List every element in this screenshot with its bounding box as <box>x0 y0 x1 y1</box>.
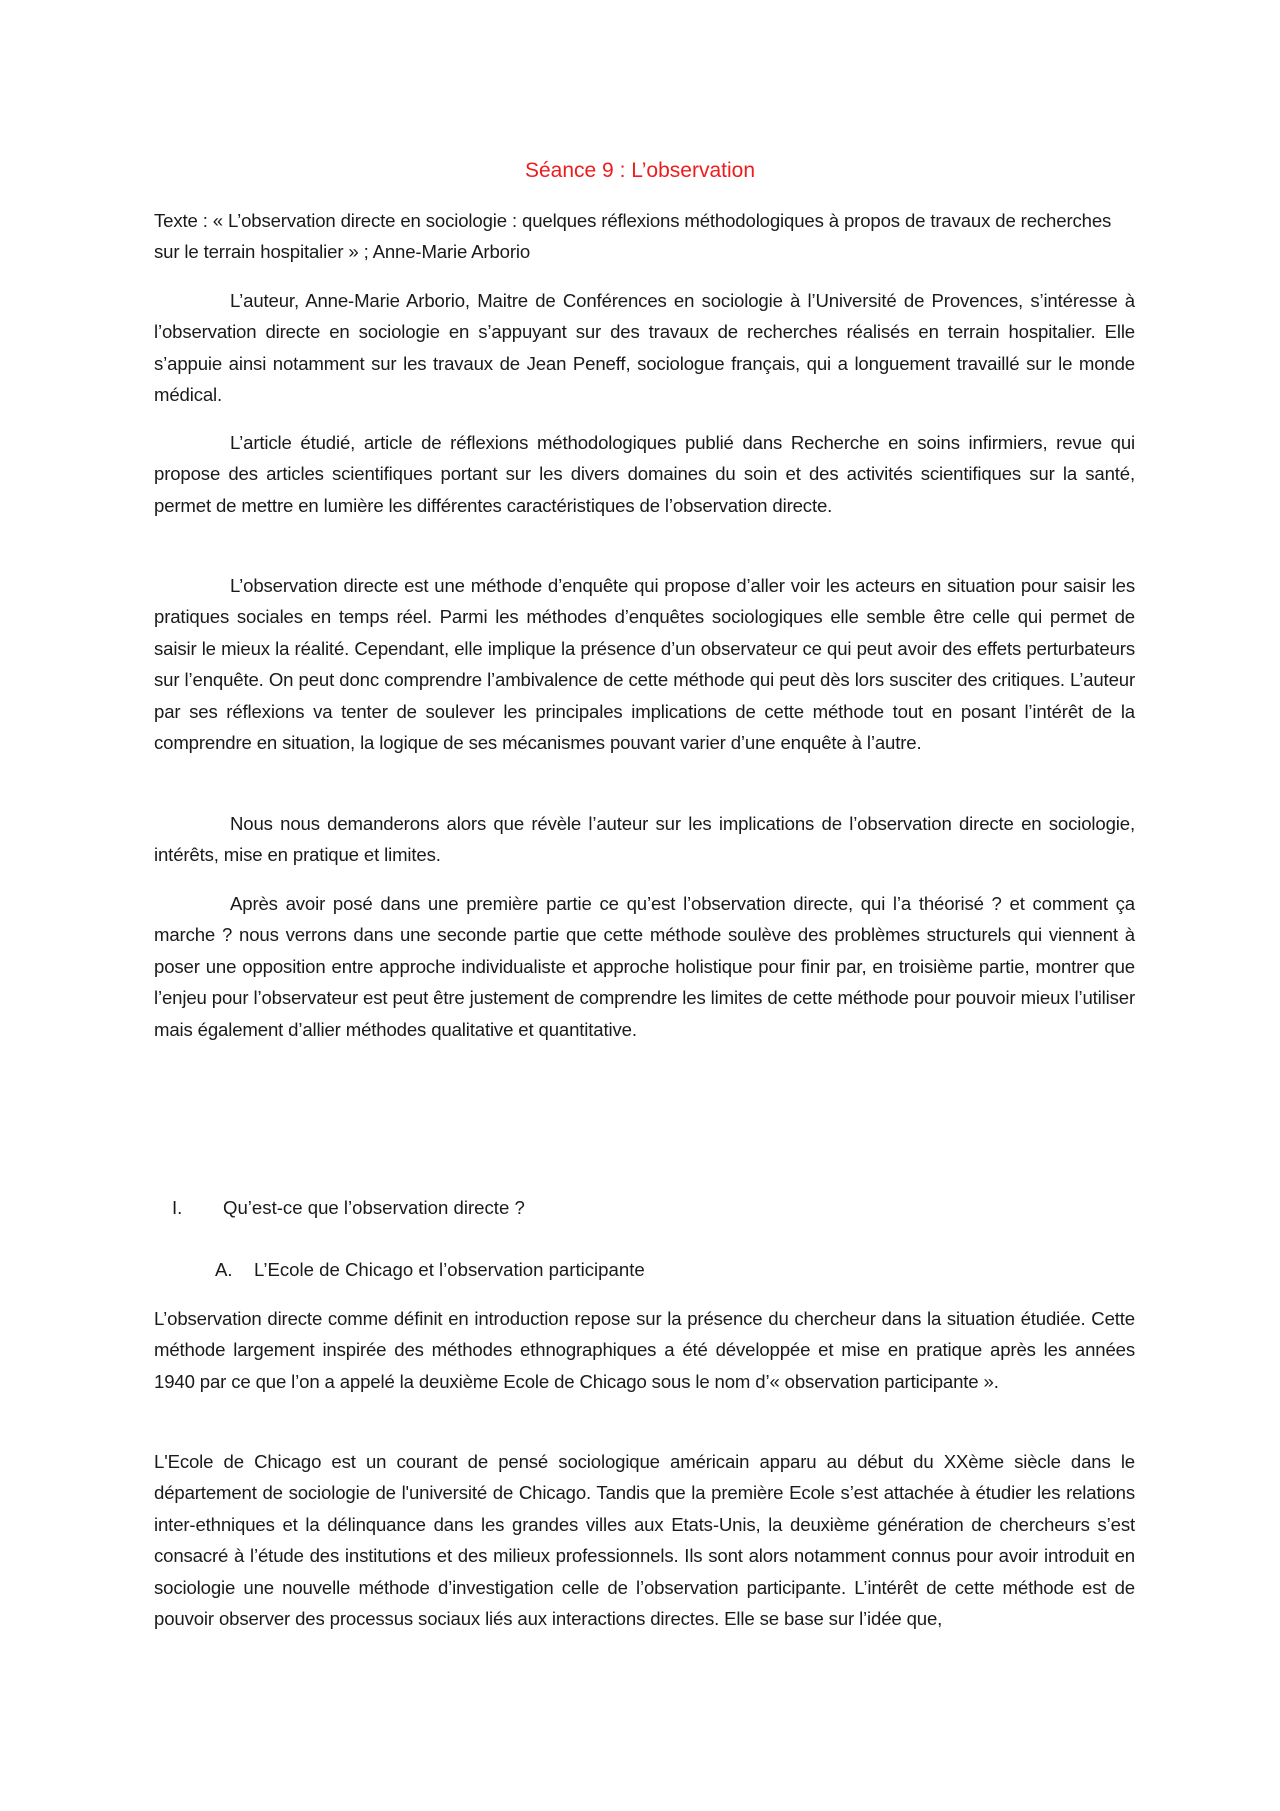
intro-paragraph: L’auteur, Anne-Marie Arborio, Maitre de Conférences en sociologie à l’Université de Provences, s’intéresse à l’observation directe en sociologie en s’appuyant sur des travaux de recherches réalisés en terrain hospitalier. Elle s’appuie ainsi notamment sur les travaux de Jean Peneff, sociologue français, qui a longuement travaillé sur le monde médical. <box>154 290 1135 406</box>
document-title: Séance 9 : L’observation <box>525 159 755 182</box>
intro-paragraph: L’observation directe est une méthode d’enquête qui propose d’aller voir les acteurs en situation pour saisir les pratiques sociales en temps réel. Parmi les méthodes d’enquêtes sociologiques elle semble être celle qui permet de saisir le mieux la réalité. Cependant, elle implique la présence d’un observateur ce qui peut avoir des effets perturbateurs sur l’enquête. On peut donc comprendre l’ambivalence de cette méthode qui peut dès lors susciter des critiques. L’auteur par ses réflexions va tenter de soulever les principales implications de cette méthode tout en posant l’intérêt de la comprendre en situation, la logique de ses mécanismes pouvant varier d’une enquête à l’autre. <box>154 575 1135 754</box>
text-reference: Texte : « L’observation directe en sociologie : quelques réflexions méthodologiques à propos de travaux de recherches sur le terrain hospitalier » ; Anne-Marie Arborio <box>154 210 1112 263</box>
subsection-letter: A. <box>215 1259 233 1280</box>
body-paragraph: L’observation directe comme définit en introduction repose sur la présence du chercheur dans la situation étudiée. Cette méthode largement inspirée des méthodes ethnographiques a été développée et mise en pratique après les années 1940 par ce que l’on a appelé la deuxième Ecole de Chicago sous le nom d’« observation participante ». <box>154 1308 1135 1392</box>
section-heading: Qu’est-ce que l’observation directe ? <box>223 1197 525 1218</box>
intro-paragraph: Après avoir posé dans une première partie ce qu’est l’observation directe, qui l’a théorisé ? et comment ça marche ? nous verrons dans une seconde partie que cette méthode soulève des problèmes structurels qui viennent à poser une opposition entre approche individualiste et approche holistique pour finir par, en troisième partie, montrer que l’enjeu pour l’observateur est peut être justement de comprendre les limites de cette méthode pour pouvoir mieux l’utiliser mais également d’allier méthodes qualitative et quantitative. <box>154 893 1135 1040</box>
intro-paragraph: Nous nous demanderons alors que révèle l’auteur sur les implications de l’observation directe en sociologie, intérêts, mise en pratique et limites. <box>154 813 1135 866</box>
subsection-heading: L’Ecole de Chicago et l’observation participante <box>254 1259 645 1280</box>
section-number: I. <box>172 1197 183 1218</box>
body-paragraph: L'Ecole de Chicago est un courant de pensé sociologique américain apparu au début du XXème siècle dans le département de sociologie de l'université de Chicago. Tandis que la première Ecole s’est attachée à étudier les relations inter-ethniques et la délinquance dans les grandes villes aux Etats-Unis, la deuxième génération de chercheurs s’est consacré à l’étude des institutions et des milieux professionnels. Ils sont alors notamment connus pour avoir introduit en sociologie une nouvelle méthode d’investigation celle de l’observation participante. L’intérêt de cette méthode est de pouvoir observer des processus sociaux liés aux interactions directes. Elle se base sur l’idée que, <box>154 1451 1135 1630</box>
intro-paragraph: L’article étudié, article de réflexions méthodologiques publié dans Recherche en soins infirmiers, revue qui propose des articles scientifiques portant sur les divers domaines du soin et des activités scientifiques sur la santé, permet de mettre en lumière les différentes caractéristiques de l’observation directe. <box>154 432 1135 516</box>
